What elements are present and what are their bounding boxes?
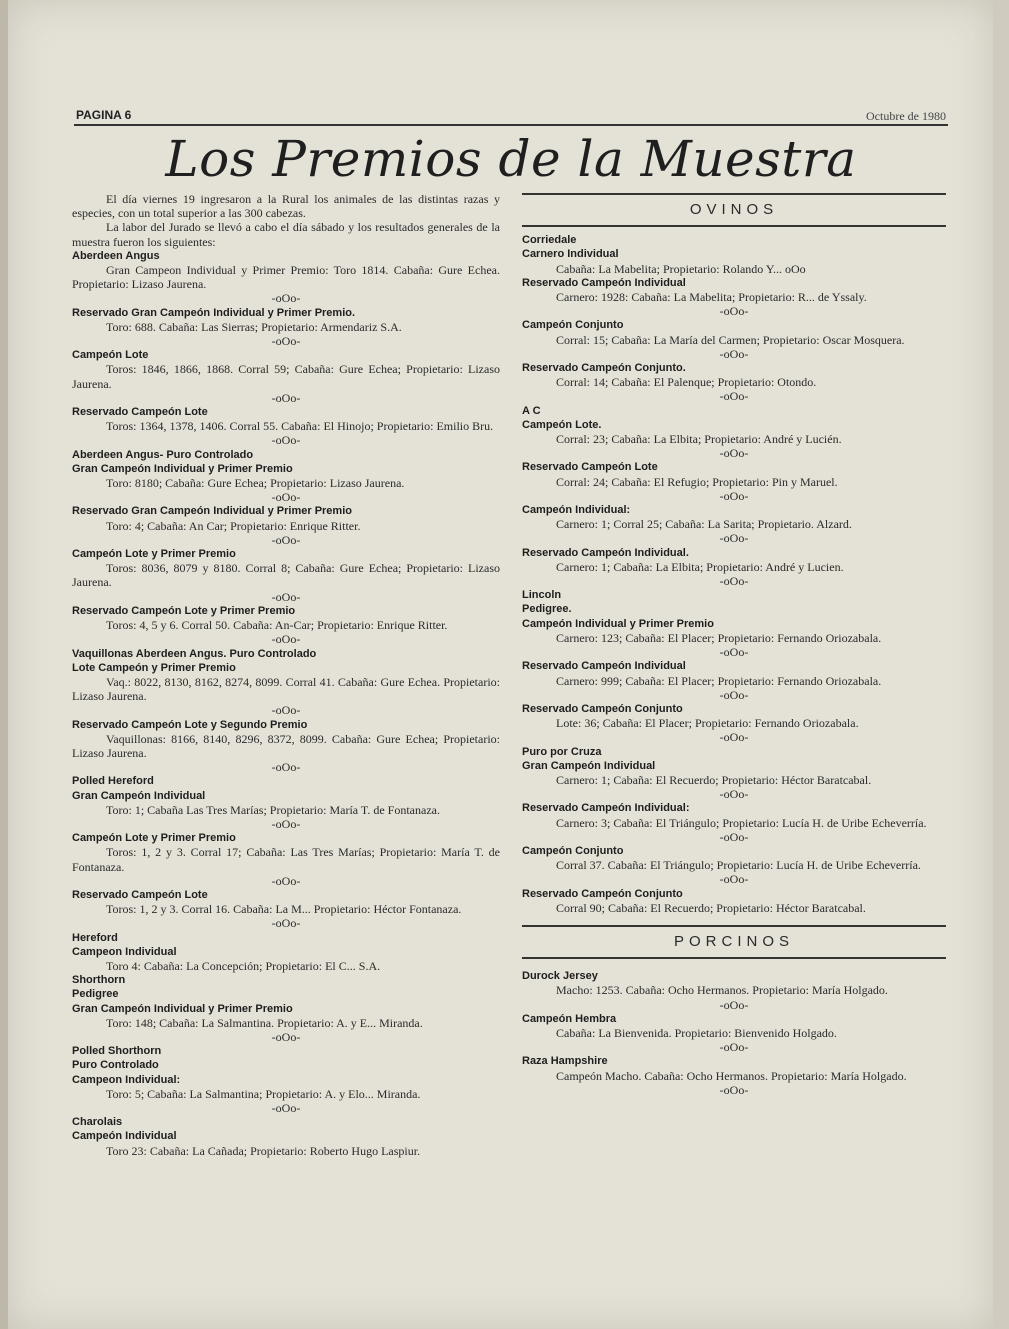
category-heading: Campeon Individual: <box>72 1073 181 1086</box>
award-entry: Toros: 4, 5 y 6. Corral 50. Cabaña: An-Car; Propietario: Enrique Ritter. <box>106 618 448 633</box>
separator: -oOo- <box>719 687 749 702</box>
category-heading: Reservado Campeón Lote <box>72 888 208 901</box>
header-rule <box>74 124 948 126</box>
category-heading: Charolais <box>72 1116 123 1129</box>
category-heading: Gran Campeón Individual y Primer Premio <box>72 1002 293 1015</box>
category-heading: Pedigree <box>72 988 119 1001</box>
separator: -oOo- <box>719 304 749 319</box>
separator: -oOo- <box>271 589 301 604</box>
award-entry: Toro: 8180; Cabaña: Gure Echea; Propietario: Lizaso Jaurena. <box>106 476 405 491</box>
category-heading: Reservado Campeón Lote y Segundo Premio <box>72 718 308 731</box>
separator: -oOo- <box>719 389 749 404</box>
separator: -oOo- <box>719 446 749 461</box>
award-entry: Toro: 1; Cabaña Las Tres Marías; Propietario: María T. de Fontanaza. <box>106 802 440 817</box>
category-heading: Pedigree. <box>522 603 572 616</box>
category-heading: Reservado Campeón Individual <box>522 660 686 673</box>
category-heading: Puro Controlado <box>72 1059 159 1072</box>
separator: -oOo- <box>271 334 301 349</box>
page-edge-right <box>993 0 1009 1329</box>
award-entry: Toro 23: Cabaña: La Cañada; Propietario: Roberto Hugo Laspiur. <box>106 1143 421 1158</box>
category-heading: Gran Campeón Individual y Primer Premio <box>72 462 293 475</box>
award-entry: Corral 37. Cabaña: El Triángulo; Propietario: Lucía H. de Uribe Echeverría. <box>556 858 921 873</box>
category-heading: Shorthorn <box>72 974 126 987</box>
category-heading: Campeón Lote y Primer Premio <box>72 832 236 845</box>
category-heading: Puro por Cruza <box>522 745 602 758</box>
page-title: Los Premios de la Muestra <box>165 130 857 188</box>
award-entry: Toros: 1, 2 y 3. Corral 17; Cabaña: Las Tres Marías; Propietario: María T. de Fontanaza. <box>72 845 500 874</box>
category-heading: Reservado Campeón Conjunto. <box>522 362 686 375</box>
category-heading: Reservado Gran Campeón Individual y Primer Premio. <box>72 306 356 319</box>
results-list <box>72 249 500 1158</box>
category-heading: Hereford <box>72 931 118 944</box>
separator: -oOo- <box>271 916 301 931</box>
award-entry: Toro 4: Cabaña: La Concepción; Propietario: El C... S.A. <box>106 958 381 973</box>
category-heading: Aberdeen Angus <box>72 249 160 262</box>
award-entry: Lote: 36; Cabaña: El Placer; Propietario: Fernando Oriozabala. <box>556 716 859 731</box>
separator: -oOo- <box>271 632 301 647</box>
category-heading: Polled Shorthorn <box>72 1045 162 1058</box>
category-heading: Campeón Individual: <box>522 504 631 517</box>
award-entry: Carnero: 1; Cabaña: El Recuerdo; Propietario: Héctor Baratcabal. <box>556 772 872 787</box>
separator: -oOo- <box>719 1082 749 1097</box>
separator: -oOo- <box>719 872 749 887</box>
category-heading: Reservado Campeón Lote y Primer Premio <box>72 604 296 617</box>
category-heading: Reservado Campeón Lote <box>522 461 658 474</box>
award-entry: Toros: 1, 2 y 3. Corral 16. Cabaña: La M... Propietario: Héctor Fontanaza. <box>106 902 462 917</box>
category-heading: Reservado Campeón Conjunto <box>522 702 683 715</box>
separator: -oOo- <box>271 291 301 306</box>
issue-date: Octubre de 1980 <box>866 109 946 123</box>
left-column <box>72 192 500 1158</box>
separator: -oOo- <box>719 997 749 1012</box>
award-entry: Toro: 688. Cabaña: Las Sierras; Propietario: Armendariz S.A. <box>106 319 402 334</box>
separator: -oOo- <box>271 873 301 888</box>
separator: -oOo- <box>271 390 301 405</box>
category-heading: A C <box>522 404 541 417</box>
award-entry: Vaq.: 8022, 8130, 8162, 8274, 8099. Corral 41. Cabaña: Gure Echea. Propietario: Lizaso Jaurena. <box>72 674 500 704</box>
separator: -oOo- <box>719 829 749 844</box>
award-entry: Toros: 1364, 1378, 1406. Corral 55. Cabaña: El Hinojo; Propietario: Emilio Bru. <box>106 419 494 434</box>
category-heading: Campeon Individual <box>72 945 177 958</box>
separator: -oOo- <box>271 1101 301 1115</box>
separator: -oOo- <box>271 703 301 718</box>
category-heading: Aberdeen Angus- Puro Controlado <box>72 448 254 461</box>
category-heading: Campeón Conjunto <box>522 844 624 857</box>
page-edge-left <box>0 0 8 1329</box>
category-heading: Corriedale <box>522 234 577 247</box>
award-entry: Corral: 23; Cabaña: La Elbita; Propietario: André y Lucién. <box>556 432 842 447</box>
right-column <box>522 193 946 1097</box>
award-entry: Cabaña: La Bienvenida. Propietario: Bienvenido Holgado. <box>556 1025 837 1040</box>
award-entry: Vaquillonas: 8166, 8140, 8296, 8372, 8099. Cabaña: Gure Echea; Propietario: Lizaso Jaurena. <box>72 731 500 760</box>
award-entry: Macho: 1253. Cabaña: Ocho Hermanos. Propietario: María Holgado. <box>556 983 888 998</box>
section-title-ovinos: OVINOS <box>522 193 946 227</box>
category-heading: Campeón Lote <box>72 349 149 362</box>
separator: -oOo- <box>719 1040 749 1055</box>
separator: -oOo- <box>719 488 749 503</box>
separator: -oOo- <box>271 1029 301 1044</box>
category-heading: Lote Campeón y Primer Premio <box>72 661 236 674</box>
category-heading: Campeón Conjunto <box>522 319 624 332</box>
category-heading: Reservado Campeón Individual: <box>522 802 690 815</box>
category-heading: Durock Jersey <box>522 970 598 983</box>
category-heading: Reservado Campeón Lote <box>72 406 208 419</box>
category-heading: Lincoln <box>522 589 562 602</box>
separator: -oOo- <box>719 574 749 589</box>
award-entry: Corral: 24; Cabaña: El Refugio; Propietario: Pin y Maruel. <box>556 474 838 489</box>
category-heading: Raza Hampshire <box>522 1055 608 1068</box>
category-heading: Vaquillonas Aberdeen Angus. Puro Controlado <box>72 647 317 660</box>
award-entry: Carnero: 1; Cabaña: La Elbita; Propietario: André y Lucien. <box>556 559 844 574</box>
separator: -oOo- <box>271 760 301 775</box>
section-title-porcinos: PORCINOS <box>522 925 946 959</box>
separator: -oOo- <box>271 490 301 505</box>
category-heading: Reservado Gran Campeón Individual y Primer Premio <box>72 505 352 518</box>
intro-paragraph: La labor del Jurado se llevó a cabo el día sábado y los resultados generales de la muestra fueron los siguientes: <box>72 220 500 249</box>
award-entry: Toros: 8036, 8079 y 8180. Corral 8; Cabaña: Gure Echea; Propietario: Lizaso Jaurena. <box>72 561 500 590</box>
separator: -oOo- <box>719 730 749 745</box>
porcinos-list <box>522 969 946 1097</box>
separator: -oOo- <box>719 787 749 802</box>
award-entry: Corral: 15; Cabaña: La María del Carmen; Propietario: Oscar Mosquera. <box>556 332 905 347</box>
award-entry: Carnero: 123; Cabaña: El Placer; Propietario: Fernando Oriozabala. <box>556 630 882 645</box>
award-entry: Toro: 5; Cabaña: La Salmantina; Propietario: A. y Elo... Miranda. <box>106 1086 421 1101</box>
category-heading: Campeón Lote y Primer Premio <box>72 548 236 561</box>
award-entry: Corral: 14; Cabaña: El Palenque; Propietario: Otondo. <box>556 375 817 390</box>
category-heading: Campeón Hembra <box>522 1012 617 1025</box>
award-entry: Campeón Macho. Cabaña: Ocho Hermanos. Propietario: María Holgado. <box>556 1068 907 1083</box>
intro-paragraph: El día viernes 19 ingresaron a la Rural los animales de las distintas razas y especies, con un total superior a las 300 cabezas. <box>72 192 500 221</box>
award-entry: Carnero: 3; Cabaña: El Triángulo; Propietario: Lucía H. de Uribe Echeverría. <box>556 815 927 830</box>
award-entry: Toros: 1846, 1866, 1868. Corral 59; Cabaña: Gure Echea; Propietario: Lizaso Jaurena. <box>72 362 500 391</box>
separator: -oOo- <box>719 645 749 660</box>
category-heading: Gran Campeón Individual <box>522 759 656 772</box>
separator: -oOo- <box>271 532 301 547</box>
category-heading: Polled Hereford <box>72 775 154 788</box>
separator: -oOo- <box>271 433 301 448</box>
award-entry: Carnero: 1928: Cabaña: La Mabelita; Propietario: R... de Yssaly. <box>556 290 867 305</box>
page-number: PAGINA 6 <box>76 108 132 122</box>
separator: -oOo- <box>271 816 301 831</box>
award-entry: Corral 90; Cabaña: El Recuerdo; Propietario: Héctor Baratcabal. <box>556 900 866 915</box>
award-entry: Cabaña: La Mabelita; Propietario: Rolando Y... oOo <box>556 261 806 276</box>
category-heading: Campeón Lote. <box>522 418 602 431</box>
category-heading: Reservado Campeón Individual. <box>522 546 689 559</box>
category-heading: Campeón Individual <box>72 1130 177 1143</box>
category-heading: Reservado Campeón Conjunto <box>522 887 683 900</box>
award-entry: Toro: 4; Cabaña: An Car; Propietario: Enrique Ritter. <box>106 518 361 533</box>
category-heading: Gran Campeón Individual <box>72 789 206 802</box>
award-entry: Toro: 148; Cabaña: La Salmantina. Propietario: A. y E... Miranda. <box>106 1015 423 1030</box>
separator: -oOo- <box>719 531 749 546</box>
award-entry: Carnero: 999; Cabaña: El Placer; Propietario: Fernando Oriozabala. <box>556 673 882 688</box>
category-heading: Carnero Individual <box>522 248 619 261</box>
category-heading: Reservado Campeón Individual <box>522 276 686 289</box>
award-entry: Gran Campeon Individual y Primer Premio: Toro 1814. Cabaña: Gure Echea. Propietario: Lizaso Jaurena. <box>72 263 500 292</box>
award-entry: Carnero: 1; Corral 25; Cabaña: La Sarita; Propietario. Alzard. <box>556 517 852 532</box>
separator: -oOo- <box>719 346 749 361</box>
category-heading: Campeón Individual y Primer Premio <box>522 617 714 630</box>
ovinos-list <box>522 233 946 915</box>
